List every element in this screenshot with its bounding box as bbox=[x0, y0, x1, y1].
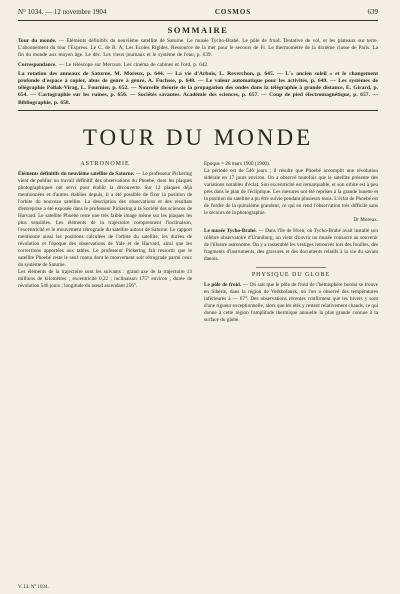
saturne-continued: La période est de 546 jours ; il résulte que Phoebé accomplit une révolution sidérale en 17 jours environ. On a observé toutefois que le satellite présente des variations notables d'éclat. Son excentricité est remarquable, et son orbite est à peu près dans le plan de l'écliptique. Les mesures ont été reprises à la grande lunette et la position du satellite a pu être suivie pendant plusieurs mois. L'éclat de Phoebé est de l'ordre de la quinzième grandeur, ce qui en rend l'observation très difficile sans le secours de la photographie. bbox=[204, 167, 378, 216]
pole-heading: Le pôle de froid. bbox=[204, 281, 242, 288]
page-number: 639 bbox=[367, 8, 378, 16]
header-rule bbox=[18, 20, 378, 21]
physique-heading: PHYSIQUE DU GLOBE bbox=[251, 271, 331, 278]
left-column bbox=[18, 161, 192, 324]
tycho-article bbox=[204, 228, 378, 263]
saturne-article bbox=[18, 171, 192, 269]
tycho-text: — Dans l'île de Hven, où Tycho-Brahé avait installé son célèbre observatoire d'Uraniborg, on vient d'ouvrir un musée consacré au souvenir de l'illustre astronome. On y a rassemblé les vestiges retrouvés lors des fouilles, des fragments d'instruments, des gravures et des documents relatifs à la vie du savant danois. bbox=[204, 227, 378, 262]
pole-text: — On sait que le pôle de froid de l'hémisphère boréal se trouve en Sibérie, dans la région de Verkhoïansk, où l'on a observé des températures inférieures à — 67°. Des observations récentes confirment que les hivers y sont d'une rigueur exceptionnelle, alors que les étés y restent relativement chauds, ce qui donne à cette région l'amplitude thermique annuelle la plus grande connue à la surface du globe. bbox=[204, 281, 379, 323]
astronomie-heading: ASTRONOMIE bbox=[80, 160, 130, 167]
sommaire-tour-text: — Eléments définitifs du neuvième satellite de Saturne. Le musée Tycho-Brahé. Le pôle de froid. Tentative de vol, et les plateaux sur terre. L'abonnement du tour l'Express. Le C. de B. A, Les Ecoles Rigides. Ressource de la mer pour le secours de Fr. Le thermomètre de la dixième classe de Paris. La fin du monde aux moyen âge. Le déc. Les vieux journaux et le système de l'eau, p. 639. bbox=[18, 38, 378, 59]
pole-article bbox=[204, 282, 378, 324]
sommaire-corr-lead: Correspondance. bbox=[18, 61, 57, 68]
saturne-heading: Éléments définitifs du neuvième satellite de Saturne. bbox=[18, 170, 135, 177]
sommaire-tour-lead: Tour du monde. bbox=[18, 38, 57, 44]
elements-text: Les éléments de la trajectoire sont les suivants : grand axe de la trajectoire 13 millions de kilomètres ; excentricité 0,22 ; inclinaison 175° environ ; durée de révolution 546 jours ; longitude du nœud ascendant 256°. bbox=[18, 268, 192, 289]
page-footer: V. LI. N° 1034. bbox=[18, 585, 49, 590]
right-column bbox=[204, 161, 378, 324]
author-signature: Dr Moreux. bbox=[353, 216, 378, 223]
tycho-heading: Le musée Tycho-Brahé. bbox=[204, 227, 257, 234]
sommaire-corr-text: — Le téléscope sur Mercure. Les cinéma de cabines et l'ord, p. 642. bbox=[58, 61, 209, 68]
section-divider bbox=[256, 267, 326, 268]
journal-title: COSMOS bbox=[214, 8, 252, 16]
running-header bbox=[18, 6, 378, 17]
sommaire-correspondance bbox=[18, 62, 378, 69]
section-title: TOUR DU MONDE bbox=[82, 124, 314, 150]
sommaire-articles: La rotation des anneaux de Saturne, M. Moreux, p. 644. — La vie d'Arbois, L. Reverchon, p. 645. — L'« ancien soleil » et le changement profonde d'espace à copier, abus de genre à genre, A. Fuchsse, p. 648. — Le valeur automatique pour les activités, p. 649. — Les systèmes de télégraphie Pollak-Virag, L. Fournier, p. 652. — Nouvelle théorie de la propagation des ondes dans la télégraphie à grande distance, E. Girard, p. 654. — Cartographie sur les ruines, p. 656. — Sociétés savantes. Académie des sciences, p. 657. — Coup de pied électromagnétique, p. 657. — Bibliographie, p. 658. bbox=[18, 70, 378, 106]
saturne-text: — Le professeur Pickering vient de publier un travail définitif des observations du Phoebé, dont les plaques photographiques ont servi pour établir la découverte. Sur 12 plaques déjà mentionnées et d'autres établies depuis, il a été possible de fixer la position de l'orbite du nouveau satellite. La description des observations et des résultats d'entreprise a été exposée dans le professeur Pickering à la Société des sciences de Harvard. Le satellite Phoebé reste une très faible image même sur les plaques les plus sensibles. Les éléments de la trajectoire comprennent l'inclinaison, l'excentricité et le mouvement rétrograde du satellite autour de Saturne. Le rapport mentionne aussi les positions calculées de l'orbite du satellite, les durées de révolution et l'époque des observations de Yale et de Harvard, ainsi que les corrections apportées aux tables. Le professeur Pickering fait ressortir que le satellite Phoebé reste le seul connu dont le mouvement soit rétrograde parmi ceux du système de Saturne. bbox=[18, 170, 193, 268]
sommaire-rule bbox=[18, 110, 378, 111]
issue-number: N° 1034. — 12 novembre 1904 bbox=[18, 8, 107, 16]
article-columns bbox=[18, 161, 378, 324]
sommaire-tour-du-monde bbox=[18, 38, 378, 60]
epoch-line: Epoque = 28 mars 1900 (1900). bbox=[204, 160, 271, 167]
sommaire-title: SOMMAIRE bbox=[167, 25, 229, 35]
